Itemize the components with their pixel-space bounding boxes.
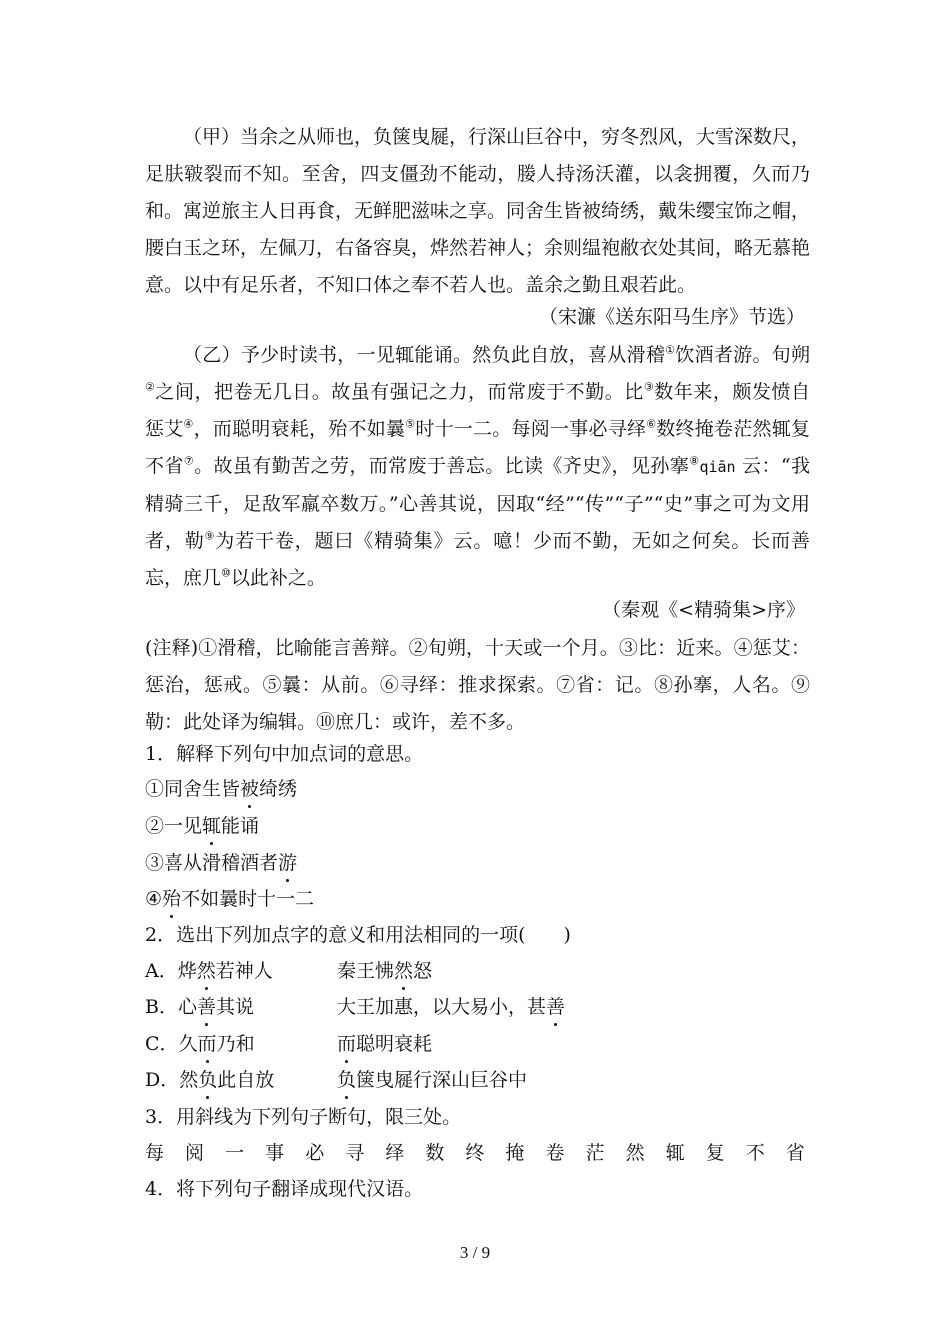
option-text: 怒 [413,960,433,982]
dotted-char: 被 [240,778,260,800]
sentence-char: 阅 [185,1142,205,1164]
annotation-notes: (注释)①滑稽，比喻能言善辩。②旬朔，十天或一个月。③比：近来。④惩艾：惩治，惩戒。⑤曩：从前。⑥寻绎：推求探索。⑦省：记。⑧孙搴，人名。⑨勒：此处译为编辑。⑩庶几：或许，差不多。 [145,637,810,733]
sentence-char: 辄 [665,1142,685,1164]
question-3-stem: 3．用斜线为下列句子断句，限三处。 [145,1106,462,1128]
passage-yi-seg: 数年来，颇发愤自惩艾 [145,381,810,440]
passage-yi-seg: 时十一二。每阅一事必寻绎 [415,418,647,440]
question-1-item [145,776,297,802]
option-text: 其说 [215,996,254,1018]
option-text: C．久 [145,1033,198,1055]
passage-yi-seg: 之间，把卷无几日。故虽有强记之力，而常废于不勤。比 [155,381,644,403]
dotted-char: 善 [196,996,216,1018]
passage-yi-seg: 。故虽有勤苦之劳，而常废于善忘。比读《齐史》，见孙搴 [194,455,690,477]
sentence-char: 不 [745,1142,765,1164]
item-text: 能诵 [221,815,260,837]
option-c-left [145,1031,255,1057]
dotted-char: 负 [198,1069,218,1091]
footnote-mark: ④ [183,417,194,431]
footnote-mark: ② [145,380,156,394]
option-b-right [337,994,565,1020]
option-text: 大王加惠，以大易小，甚 [337,996,547,1018]
passage-yi-seg: 饮酒者游。旬朔 [675,344,810,366]
footnote-mark: ⑧ [689,454,700,468]
dotted-char: 负 [337,1069,357,1091]
dotted-char: 游 [278,852,298,874]
question-1-item [145,886,314,912]
passage-jia-source: （宋濂《送东阳马生序》节选） [538,306,805,328]
item-text: ②一见 [145,815,203,837]
passage-yi-seg: 数终掩卷茫然辄复不省 [145,418,810,477]
footnote-mark: ⑨ [204,529,216,543]
option-text: 箧曳屣行深山巨谷中 [356,1069,528,1091]
sentence-char: 绎 [385,1142,405,1164]
question-1-item [145,850,297,876]
passage-yi-source: （秦观《<精骑集>序》 [602,599,805,621]
item-text: ③喜从滑稽酒者 [145,852,279,874]
option-text: B．心 [145,996,197,1018]
option-text: A．烨 [145,960,197,982]
question-2-stem: 2．选出下列加点字的意义和用法相同的一项( ) [145,924,571,946]
option-text: 此自放 [217,1069,275,1091]
option-text: 若神人 [215,960,273,982]
sentence-char: 必 [305,1142,325,1164]
option-d-left [145,1067,274,1093]
footnote-mark: ⑩ [221,566,231,580]
option-text: 聪明衰耗 [356,1033,433,1055]
sentence-char: 一 [225,1142,245,1164]
passage-yi-text [145,337,810,597]
sentence-char: 然 [625,1142,645,1164]
dotted-char: 善 [546,996,566,1018]
footnote-mark: ⑤ [405,417,416,431]
sentence-char: 数 [425,1142,445,1164]
sentence-char: 复 [705,1142,725,1164]
option-a-right [337,958,432,984]
sentence-char: 茫 [585,1142,605,1164]
sentence-char: 事 [265,1142,285,1164]
sentence-char: 寻 [345,1142,365,1164]
item-text: ①同舍生皆 [145,778,241,800]
item-text: ④ [145,888,163,910]
dotted-char: 辄 [202,815,222,837]
dotted-char: 而 [197,1033,217,1055]
dotted-char: 然 [394,960,414,982]
footnote-mark: ⑦ [183,454,195,468]
item-text: 绮绣 [259,778,298,800]
passage-yi-seg: 为若干卷，题曰《精骑集》云。噫！少而不勤，无如之何矣。长而善忘，庶几 [145,530,810,589]
sentence-char: 掩 [505,1142,525,1164]
footnote-mark: ③ [643,380,655,394]
sentence-to-punctuate [145,1140,805,1166]
option-text: D．然 [145,1069,199,1091]
sentence-char: 每 [145,1142,165,1164]
question-1-item [145,813,259,839]
question-1-stem: 1．解释下列句中加点词的意思。 [145,743,424,765]
dotted-char: 殆 [162,888,182,910]
passage-yi-seg: （乙）予少时读书，一见辄能诵。然负此自放，喜从滑稽 [183,344,666,366]
passage-yi-seg: ，而聪明衰耗，殆不如曩 [193,418,406,440]
option-c-right [337,1031,432,1057]
sentence-char: 终 [465,1142,485,1164]
option-b-left [145,994,254,1020]
passage-jia-text: （甲）当余之从师也，负箧曳屣，行深山巨谷中，穷冬烈风，大雪深数尺，足肤皲裂而不知。至舍，四支僵劲不能动，媵人持汤沃灌，以衾拥覆，久而乃和。寓逆旅主人日再食，无鲜肥滋味之享。同舍生皆被绮绣，戴朱缨宝饰之帽，腰白玉之环，左佩刀，右备容臭，烨然若神人；余则缊袍敝衣处其间，略无慕艳意。以中有足乐者，不知口体之奉不若人也。盖余之勤且艰若此。 [145,126,811,296]
item-text: 不如曩时十一二 [181,888,315,910]
passage-yi-seg: 云：“我精骑三千，足敌军羸卒数万。”心善其说，因取“经”“传”“子”“史”事之可为文用者，勒 [145,455,810,552]
sentence-char: 省 [785,1142,805,1164]
dotted-char: 然 [196,960,216,982]
option-text: 秦王怫 [337,960,395,982]
dotted-char: 而 [337,1033,357,1055]
pinyin-annotation: qiān [699,458,736,476]
footnote-mark: ① [665,343,676,357]
passage-yi-seg: 以此补之。 [230,567,326,589]
footnote-mark: ⑥ [646,417,657,431]
option-text: 乃和 [216,1033,255,1055]
sentence-char: 卷 [545,1142,565,1164]
question-4-stem: 4．将下列句子翻译成现代汉语。 [145,1178,424,1200]
option-a-left [145,958,273,984]
page-number: 3 / 9 [459,1243,491,1262]
option-d-right [337,1067,527,1093]
